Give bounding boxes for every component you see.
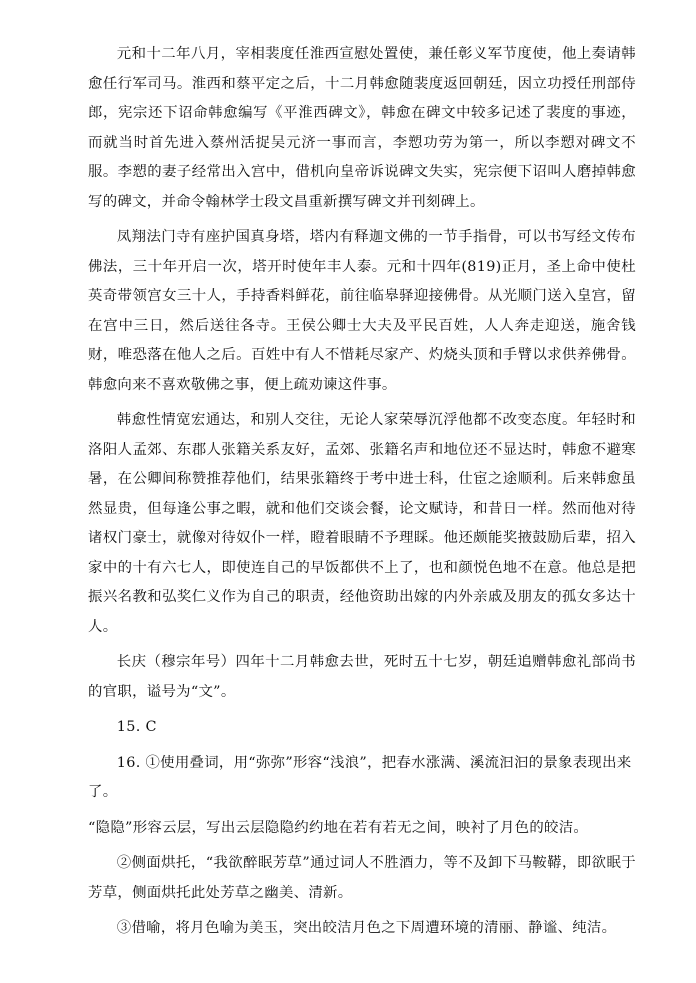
answer-16-line-3: ②侧面烘托，“我欲醉眠芳草”通过词人不胜酒力，等不及卸下马鞍鞯，即欲眠于芳草，侧面烘托此处芳草之幽美、清新。: [88, 855, 636, 901]
answer-16-line-2: “隐隐”形容云层，写出云层隐隐约约地在若有若无之间，映衬了月色的皎洁。: [88, 819, 589, 836]
answer-15: 15. C: [116, 719, 157, 735]
paragraph-han-yu-character: 韩愈性情宽宏通达，和别人交往，无论人家荣辱沉浮他都不改变态度。年轻时和洛阳人孟郊、东郡人张籍关系友好，孟郊、张籍名声和地位还不显达时，韩愈不避寒暑，在公卿间称赞推荐他们，结果张籍终于考中进士科，仕宦之途顺利。后来韩愈虽然显贵，但每逢公事之暇，就和他们交谈会餐，论文赋诗，和昔日一样。然而他对待诸权门豪士，就像对待奴仆一样，瞪着眼睛不予理睬。他还颇能奖掖鼓励后辈，招入家中的十有六七人，即使连自己的早饭都供不上了，也和颜悦色地不在意。他总是把振兴名教和弘奖仁义作为自己的职责，经他资助出嫁的内外亲戚及朋友的孤女多达十人。: [88, 412, 636, 635]
paragraph-pei-du: 元和十二年八月，宰相裴度任淮西宣慰处置使，兼任彰义军节度使，他上奏请韩愈任行军司马。淮西和蔡平定之后，十二月韩愈随裴度返回朝廷，因立功授任刑部侍郎，宪宗还下诏命韩愈编写《平淮西碑文》，韩愈在碑文中较多记述了裴度的事迹，而就当时首先进入蔡州活捉吴元济一事而言，李愬功劳为第一，所以李愬对碑文不服。李愬的妻子经常出入宫中，借机向皇帝诉说碑文失实，宪宗便下诏叫人磨掉韩愈写的碑文，并命令翰林学士段文昌重新撰写碑文并刊刻碑上。: [88, 46, 636, 210]
paragraph-buddha-bone: 凤翔法门寺有座护国真身塔，塔内有释迦文佛的一节手指骨，可以书写经文传布佛法，三十年开启一次，塔开时使年丰人泰。元和十四年(819)正月，圣上命中使杜英奇带领宫女三十人，手持香料鲜花，前往临皋驿迎接佛骨。从光顺门送入皇宫，留在宫中三日，然后送往各寺。王侯公卿士大夫及平民百姓，人人奔走迎送，施舍钱财，唯恐落在他人之后。百姓中有人不惜耗尽家产、灼烧头顶和手臂以求供养佛骨。韩愈向来不喜欢敬佛之事，便上疏劝谏这件事。: [88, 229, 636, 393]
answer-16-line-4: ③借喻，将月色喻为美玉，突出皎洁月色之下周遭环境的清丽、静谧、纯洁。: [116, 920, 617, 936]
answer-16-line-1: 16. ①使用叠词，用“弥弥”形容“浅浪”，把春水涨满、溪流汩汩的景象表现出来了。: [88, 754, 632, 800]
paragraph-han-yu-death: 长庆（穆宗年号）四年十二月韩愈去世，死时五十七岁，朝廷追赠韩愈礼部尚书的官职，谥号为“文”。: [88, 654, 636, 700]
